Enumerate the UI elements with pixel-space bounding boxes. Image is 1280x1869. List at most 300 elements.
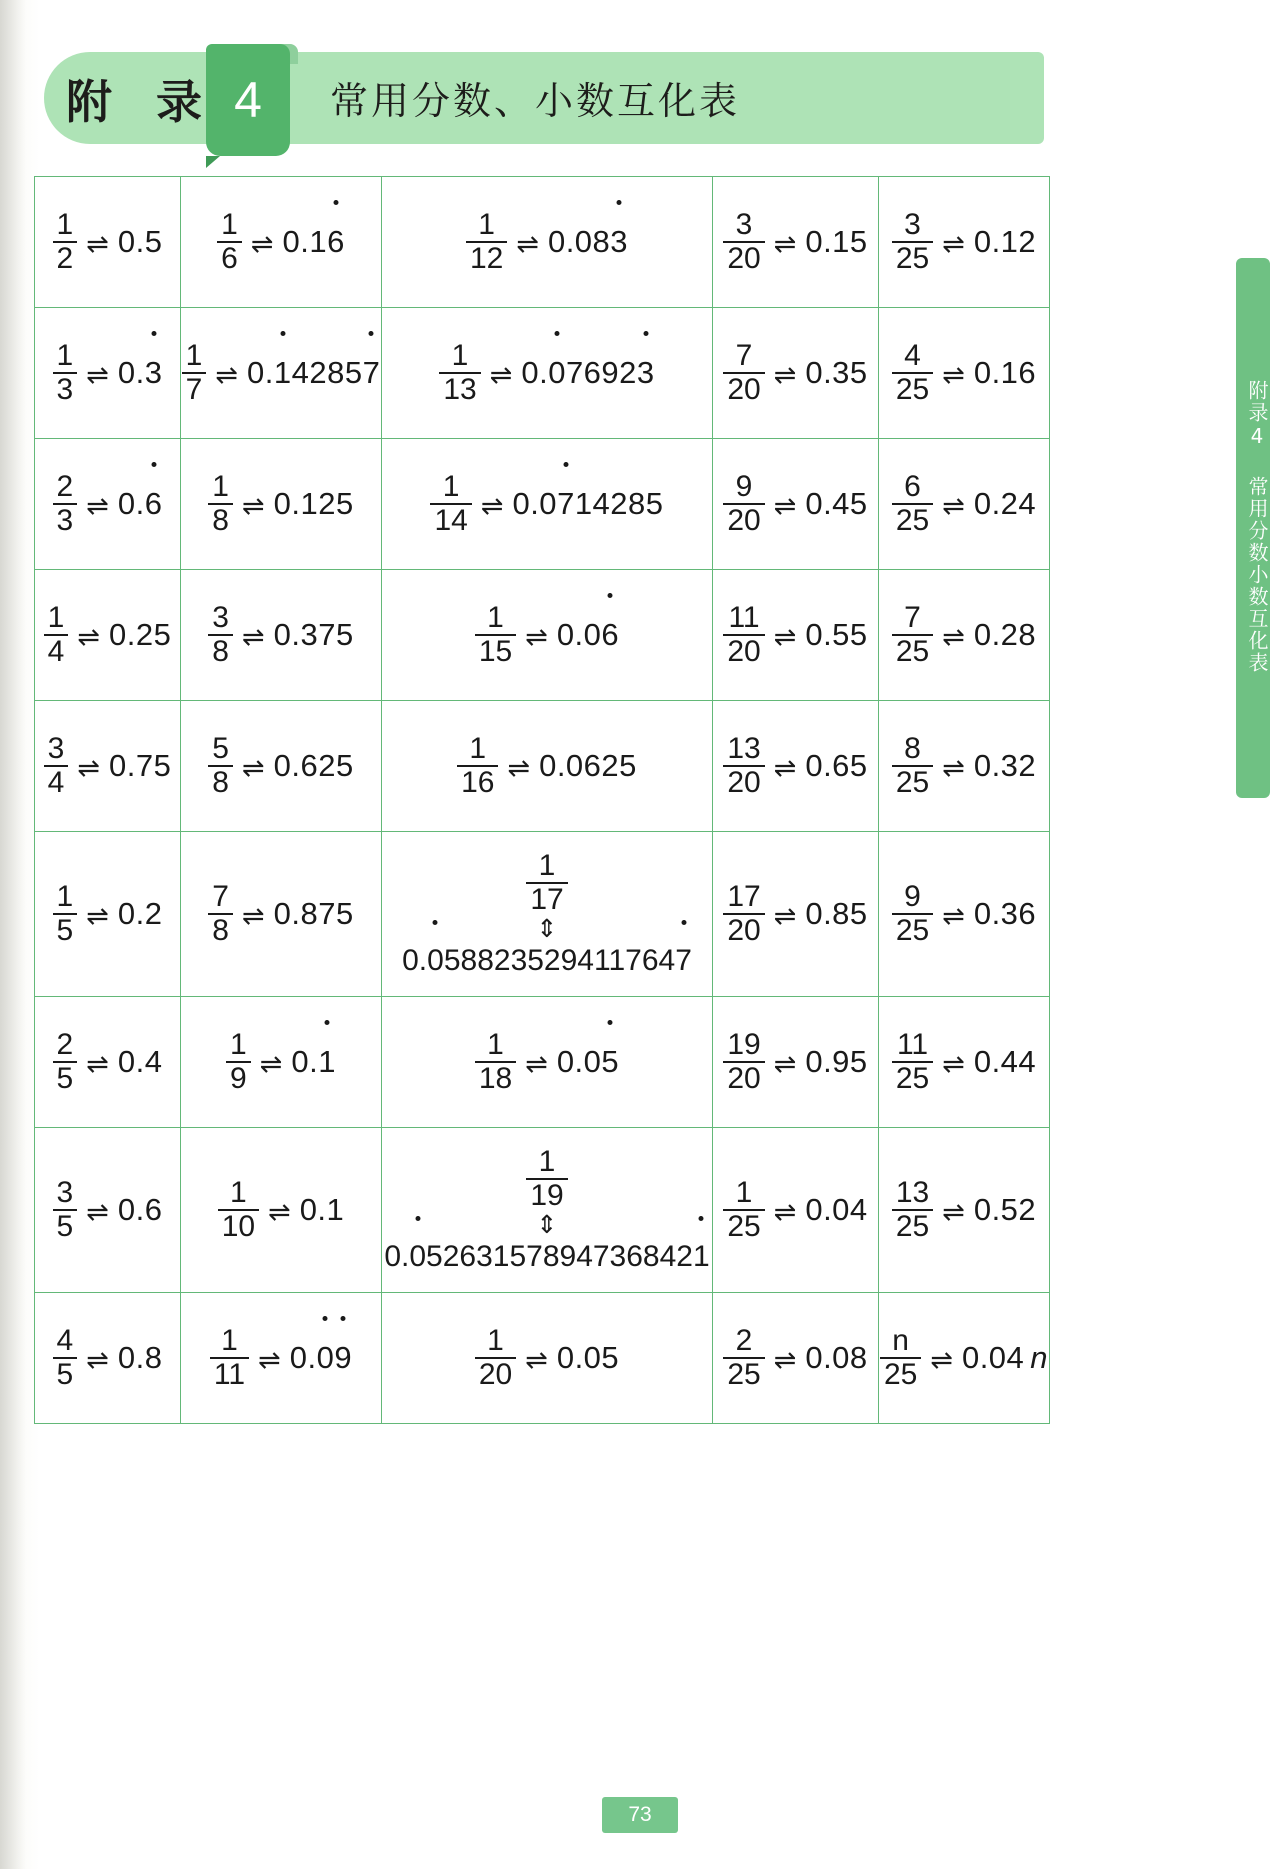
conversion-equation [382,472,712,536]
conversion-equation [181,1030,381,1094]
fraction-numerator: 1 [735,1176,753,1209]
appendix-number: 4 [234,72,262,128]
decimal-part: 0.2 [117,896,163,931]
fraction-denominator: 8 [208,913,233,946]
conversion-equation [35,341,180,405]
fraction [53,472,78,536]
fraction [53,882,78,946]
fraction-numerator: 1 [487,1324,504,1357]
decimal-part: 0.08 [805,1340,868,1375]
double-arrow-icon: ⇌ [942,1196,965,1227]
fraction [892,603,933,667]
double-arrow-icon: ⇌ [773,621,797,652]
double-arrow-icon: ⇌ [241,490,265,521]
double-arrow-icon: ⇌ [942,359,965,390]
fraction [723,882,764,946]
double-arrow-vertical-icon: ⇕ [536,1210,558,1239]
decimal-part: 0.6 [117,1192,163,1227]
fraction-numerator: 3 [212,601,229,634]
conversion-equation [181,882,381,946]
fraction-denominator: 25 [723,1357,764,1390]
fraction [218,1178,259,1242]
double-arrow-icon: ⇌ [86,1048,109,1079]
conversion-equation [879,734,1049,798]
table-cell [382,832,713,997]
decimal-value [805,1044,867,1080]
conversion-equation [35,210,180,274]
conversion-equation [35,472,180,536]
decimal-part: 0.0 [512,486,558,521]
table-cell [181,1293,382,1424]
decimal-part: 0. [402,943,428,977]
decimal-value [274,486,354,522]
decimal-value [805,617,867,653]
double-arrow-icon: ⇌ [942,228,965,259]
table-cell [713,177,879,308]
repeating-digit: 3 [636,355,655,390]
double-arrow-icon: ⇌ [773,1048,797,1079]
fraction-numerator: 17 [727,880,761,913]
double-arrow-icon: ⇌ [773,490,797,521]
double-arrow-icon: ⇌ [215,359,238,390]
fraction-numerator: 1 [478,208,495,241]
decimal-part: 14285 [574,486,664,521]
decimal-part: 0.32 [973,748,1037,783]
double-arrow-icon: ⇌ [525,621,548,652]
fraction-numerator: n [892,1324,909,1357]
table-cell [879,177,1050,308]
fraction-numerator: 5 [212,732,229,765]
side-tab-label: 附录4 常用分数小数互化表 [1245,380,1269,674]
decimal-value [118,486,163,522]
table-cell [879,570,1050,701]
fraction-numerator: 1 [230,1176,247,1209]
conversion-equation [713,472,878,536]
fraction-denominator: 25 [880,1357,921,1390]
fraction-denominator: 25 [892,765,933,798]
decimal-value [118,896,163,932]
table-cell [382,439,713,570]
fraction-numerator: 1 [487,601,504,634]
table-row [35,439,1050,570]
fraction-denominator: 20 [723,913,764,946]
table-cell [879,997,1050,1128]
decimal-value [521,355,654,391]
conversion-equation [713,1326,878,1390]
decimal-value [962,1340,1048,1376]
decimal-part: 5263157894736842 [426,1239,693,1273]
fraction-denominator: 20 [723,241,764,274]
fraction-numerator: 3 [47,732,65,765]
fraction [526,1144,567,1212]
table-row [35,701,1050,832]
fraction-denominator: 3 [53,372,78,405]
decimal-value [805,748,867,784]
decimal-value [805,1192,867,1228]
repeating-digit: 6 [601,617,620,652]
conversion-equation [35,1030,180,1094]
decimal-part: 0.85 [805,896,868,931]
double-arrow-icon: ⇌ [525,1344,548,1375]
conversion-equation [879,1326,1049,1390]
table-cell [181,177,382,308]
decimal-value [974,1192,1036,1228]
fraction-denominator: 9 [226,1061,251,1094]
conversion-equation [35,1326,180,1390]
conversion-equation [879,1178,1049,1242]
fraction [44,734,69,798]
table-row [35,997,1050,1128]
table-cell [713,997,879,1128]
table-cell [713,439,879,570]
fraction [53,341,78,405]
conversion-equation [181,210,381,274]
fraction-denominator: 5 [53,1209,78,1242]
decimal-part: 0.16 [973,355,1037,390]
fraction-denominator: 16 [457,765,498,798]
fraction [475,1326,516,1390]
decimal-part: 0.04 [961,1340,1025,1375]
conversion-equation [879,1030,1049,1094]
fraction [439,341,480,405]
decimal-part: 0.08 [547,224,611,259]
decimal-value [557,1044,619,1080]
repeating-digit: 0 [409,1239,427,1273]
decimal-part: 0.15 [805,224,868,259]
double-arrow-icon: ⇌ [773,900,797,931]
fraction [892,734,933,798]
page-title: 常用分数、小数互化表 [330,79,741,123]
decimal-part: 0. [384,1239,410,1273]
fraction [208,472,233,536]
repeating-digit: 1 [273,355,292,390]
fraction-numerator: 3 [735,208,753,241]
conversion-equation [382,1030,712,1094]
decimal-value [974,486,1036,522]
fraction-numerator: 1 [221,208,238,241]
fraction-denominator: 20 [723,634,764,667]
fraction-denominator: 18 [475,1061,516,1094]
conversion-equation [382,734,712,798]
fraction-denominator: 13 [439,372,480,405]
fraction-denominator: 12 [466,241,507,274]
decimal-value: 0.142857 [246,355,381,390]
fraction-numerator: 9 [735,470,753,503]
decimal-part: 0.45 [805,486,868,521]
fraction-decimal-table [34,176,1050,1424]
table-cell [713,1293,879,1424]
fraction-denominator: 2 [53,241,78,274]
repeating-digit: 1 [692,1239,710,1273]
table-cell [35,308,181,439]
conversion-equation [382,1144,712,1274]
conversion-equation [35,1178,180,1242]
fraction-numerator: 1 [451,339,469,372]
fraction-numerator: 3 [56,1176,74,1209]
repeating-digit: 0 [316,1340,335,1375]
conversion-equation [35,734,180,798]
appendix-label: 附 录 [66,75,217,129]
decimal-value [282,224,344,260]
fraction-numerator: 13 [895,1176,930,1209]
fraction [892,341,933,405]
side-tab-arrow-icon [1252,760,1268,784]
table-row [35,1128,1050,1293]
table-cell [382,1128,713,1293]
double-arrow-icon: ⇌ [241,621,265,652]
decimal-part: 0.28 [973,617,1037,652]
conversion-equation [181,341,381,405]
decimal-value [974,1044,1036,1080]
fraction-numerator: 3 [904,208,921,241]
table-cell [181,439,382,570]
conversion-equation [181,1326,381,1390]
fraction [723,1030,764,1094]
fraction [53,1326,78,1390]
fraction-denominator: 17 [526,882,567,915]
fraction-denominator: 5 [53,913,78,946]
double-arrow-icon: ⇌ [773,752,797,783]
fraction-numerator: 1 [538,848,556,882]
fraction-numerator: 2 [735,1324,753,1357]
fraction [723,210,764,274]
conversion-equation [35,603,180,667]
table-cell [35,832,181,997]
table-cell [181,1128,382,1293]
fraction [466,210,507,274]
fraction-numerator: 7 [212,880,229,913]
conversion-equation [382,603,712,667]
decimal-part: 0. [117,486,145,521]
repeating-digit: 7 [557,486,575,521]
fraction-numerator: 1 [230,1028,247,1061]
footer [0,1797,1280,1833]
fraction-denominator: 25 [892,241,933,274]
fraction-numerator: 19 [727,1028,761,1061]
decimal-part: 0.24 [973,486,1037,521]
fraction-denominator: 8 [208,503,233,536]
double-arrow-icon: ⇌ [489,359,513,390]
fraction-numerator: 2 [56,470,74,503]
decimal-part: 7692 [565,355,637,390]
double-arrow-icon: ⇌ [241,752,265,783]
conversion-equation [879,603,1049,667]
table-row [35,177,1050,308]
fraction [892,1178,933,1242]
fraction [723,1326,764,1390]
decimal-value [274,748,354,784]
decimal-part: 0.55 [805,617,868,652]
decimal-part: 0.1 [282,224,328,259]
double-arrow-icon: ⇌ [516,228,539,259]
fraction-numerator: 13 [727,732,761,765]
fraction-numerator: 1 [442,470,460,503]
table-cell [181,570,382,701]
decimal-value [974,355,1036,391]
fraction [892,1030,933,1094]
fraction-numerator: 1 [56,208,74,241]
decimal-value [512,486,663,522]
decimal-value [974,224,1036,260]
table-cell [713,701,879,832]
decimal-value [557,1340,619,1376]
decimal-value [384,1240,709,1274]
fraction-denominator: 5 [53,1357,78,1390]
fraction-denominator: 19 [526,1178,567,1211]
table-cell [879,1293,1050,1424]
conversion-equation [181,734,381,798]
fraction [182,341,207,405]
decimal-value [109,617,171,653]
double-arrow-icon: ⇌ [942,752,965,783]
fraction [53,1030,78,1094]
fraction-numerator: 1 [538,1144,556,1178]
decimal-part: 0. [246,355,274,390]
decimal-part: 0.125 [273,486,354,521]
fraction-denominator: 20 [723,765,764,798]
fraction-numerator: 11 [896,1028,929,1061]
table-cell [879,701,1050,832]
decimal-value [805,355,867,391]
double-arrow-icon: ⇌ [258,1344,281,1375]
fraction-denominator: 25 [892,372,933,405]
fraction [430,472,471,536]
double-arrow-icon: ⇌ [77,621,100,652]
decimal-value [274,617,354,653]
decimal-part: 0.0 [556,617,602,652]
decimal-part: 0.12 [973,224,1037,259]
conversion-equation [181,1178,381,1242]
fraction [208,603,233,667]
fraction-numerator: 1 [212,470,229,503]
table-cell [713,1128,879,1293]
conversion-equation [382,210,712,274]
fraction-numerator: 8 [904,732,921,765]
decimal-value [300,1192,345,1228]
table-cell [879,308,1050,439]
decimal-part: 0.0625 [539,748,637,783]
decimal-value [805,1340,867,1376]
table-cell [35,701,181,832]
fraction-denominator: 5 [53,1061,78,1094]
decimal-part: 0.25 [108,617,172,652]
repeating-digit: 9 [334,1340,353,1375]
decimal-value [118,224,163,260]
fraction-numerator: 11 [728,601,760,634]
decimal-part: 0.875 [273,896,354,931]
fraction-denominator: 3 [53,503,78,536]
fraction [208,882,233,946]
table-cell [382,1293,713,1424]
conversion-equation [382,1326,712,1390]
conversion-equation [879,210,1049,274]
repeating-digit: 0 [427,943,444,977]
decimal-value [274,896,354,932]
table-cell [382,570,713,701]
table-row [35,570,1050,701]
decimal-value [109,748,171,784]
fraction-numerator: 1 [47,601,65,634]
fraction-numerator: 7 [735,339,753,372]
repeating-digit: 3 [610,224,629,259]
double-arrow-icon: ⇌ [525,1048,548,1079]
decimal-part: 0.36 [973,896,1037,931]
double-arrow-icon: ⇌ [268,1196,291,1227]
table-cell [181,832,382,997]
fraction-numerator: 1 [221,1324,238,1357]
decimal-part: 0.5 [117,224,163,259]
double-arrow-icon: ⇌ [86,359,109,390]
repeating-digit: 7 [362,355,381,390]
decimal-value [548,224,628,260]
fraction-numerator: 1 [469,732,487,765]
fraction [226,1030,251,1094]
decimal-value [118,355,163,391]
double-arrow-icon: ⇌ [942,1048,965,1079]
decimal-value [290,1340,352,1376]
double-arrow-icon: ⇌ [773,359,797,390]
table-cell [382,308,713,439]
decimal-part: 0.625 [273,748,354,783]
decimal-value [539,748,637,784]
fraction-denominator: 20 [723,1061,764,1094]
decimal-value [402,944,692,978]
fraction-denominator: 20 [723,503,764,536]
fraction [723,734,764,798]
decimal-part: 0.65 [805,748,868,783]
fraction-denominator: 25 [892,913,933,946]
double-arrow-icon: ⇌ [773,1196,797,1227]
decimal-part: 0.35 [805,355,868,390]
fraction-denominator: 4 [44,765,69,798]
table-cell [181,997,382,1128]
fraction [723,472,764,536]
fraction-denominator: 25 [892,634,933,667]
decimal-part: 0.44 [973,1044,1037,1079]
table-cell [181,701,382,832]
double-arrow-icon: ⇌ [259,1048,283,1079]
table-cell [35,997,181,1128]
fraction-numerator: 1 [487,1028,504,1061]
conversion-equation [713,210,878,274]
decimal-value [805,486,867,522]
fraction [208,734,233,798]
fraction-denominator: 6 [217,241,242,274]
double-arrow-icon: ⇌ [507,752,531,783]
double-arrow-icon: ⇌ [86,900,109,931]
conversion-equation [713,734,878,798]
fraction-denominator: 25 [892,503,933,536]
decimal-part: 0.4 [117,1044,163,1079]
fraction [210,1326,249,1390]
fraction [475,603,516,667]
repeating-digit: 5 [601,1044,620,1079]
fraction-denominator: 14 [430,503,471,536]
decimal-value [805,896,867,932]
fraction-denominator: 10 [218,1209,259,1242]
fraction-denominator: 8 [208,634,233,667]
fraction-denominator: 7 [182,372,207,405]
fraction-numerator: 6 [904,470,921,503]
double-arrow-icon: ⇌ [77,752,100,783]
table-cell [35,439,181,570]
double-arrow-icon: ⇌ [86,490,109,521]
decimal-part: 58823529411764 [443,943,676,977]
fraction [53,210,78,274]
table-cell [35,177,181,308]
double-arrow-icon: ⇌ [250,228,274,259]
conversion-equation [382,848,712,978]
